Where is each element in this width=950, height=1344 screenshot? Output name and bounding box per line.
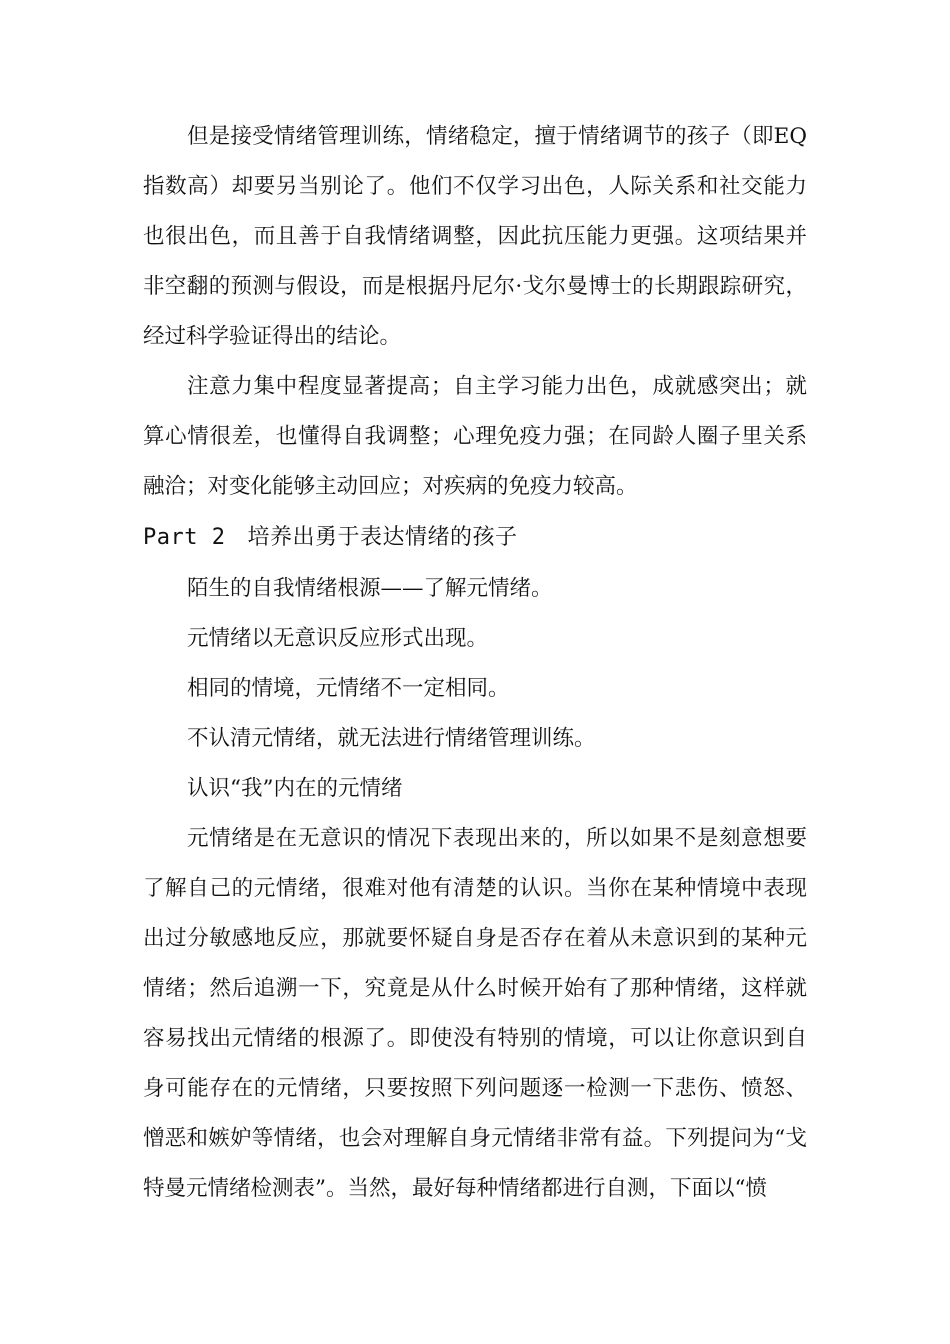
- line-same-situation: 相同的情境，元情绪不一定相同。: [187, 676, 510, 701]
- line-inner-meta-emotion: 认识“我”内在的元情绪: [187, 776, 403, 801]
- section-label: Part 2: [143, 525, 226, 550]
- line-meta-emotion-root: 陌生的自我情绪根源——了解元情绪。: [187, 576, 553, 601]
- section-heading: [143, 514, 807, 562]
- paragraph-benefits: 注意力集中程度显著提高；自主学习能力出色，成就感突出；就算心情很差，也懂得自我调整；心理免疫力强；在同龄人圈子里关系融洽；对变化能够主动回应；对疾病的免疫力较高。: [143, 374, 807, 499]
- document-page: [143, 112, 807, 1214]
- line-recognize-meta-emotion: 不认清元情绪，就无法进行情绪管理训练。: [187, 726, 596, 751]
- line-unconscious-reaction: 元情绪以无意识反应形式出现。: [187, 626, 489, 651]
- paragraph-meta-emotion-detail: 元情绪是在无意识的情况下表现出来的，所以如果不是刻意想要了解自己的元情绪，很难对他有清楚的认识。当你在某种情境中表现出过分敏感地反应，那就要怀疑自身是否存在着从未意识到的某种元情绪；然后追溯一下，究竟是从什么时候开始有了那种情绪，这样就容易找出元情绪的根源了。即使没有特别的情境，可以让你意识到自身可能存在的元情绪，只要按照下列问题逐一检测一下悲伤、愤怒、憎恶和嫉妒等情绪，也会对理解自身元情绪非常有益。下列提问为“戈特曼元情绪检测表”。当然，最好每种情绪都进行自测，下面以“愤: [143, 826, 807, 1201]
- paragraph-eq-results: 但是接受情绪管理训练，情绪稳定，擅于情绪调节的孩子（即EQ 指数高）却要另当别论了。他们不仅学习出色，人际关系和社交能力也很出色，而且善于自我情绪调整，因此抗压能力更强。这项结果并非空翻的预测与假设，而是根据丹尼尔·戈尔曼博士的长期跟踪研究，经过科学验证得出的结论。: [143, 124, 807, 349]
- section-title: 培养出勇于表达情绪的孩子: [247, 525, 518, 550]
